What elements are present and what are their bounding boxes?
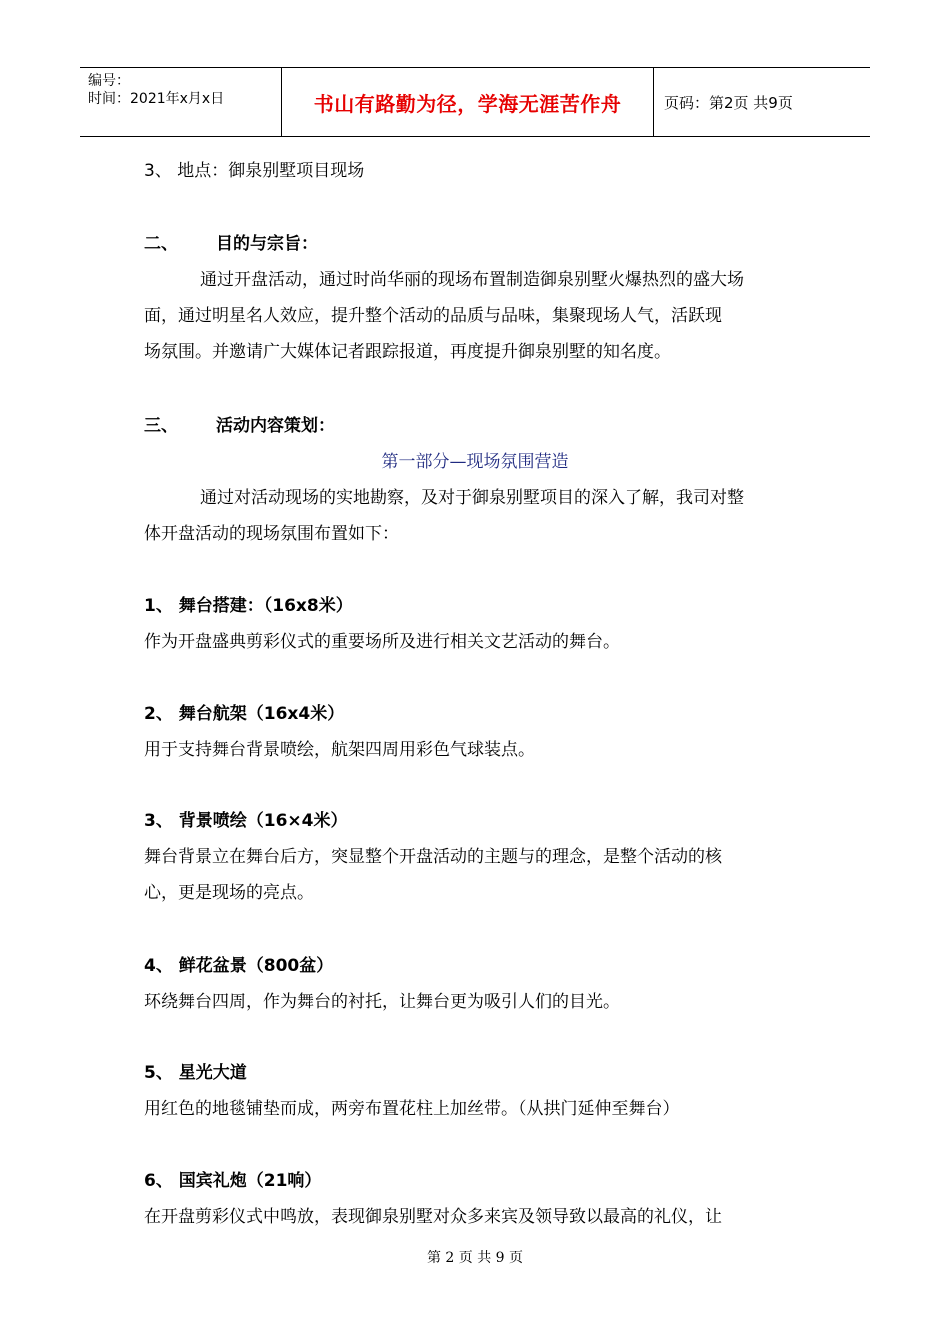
item2-title: 2、 舞台航架（16x4米）: [144, 704, 345, 724]
item2-desc: 用于支持舞台背景喷绘，航架四周用彩色气球装点。: [144, 740, 535, 760]
item3-desc: 舞台背景立在舞台后方，突显整个开盘活动的主题与的理念，是整个活动的核: [144, 847, 722, 867]
section2-heading: [144, 234, 318, 254]
item1-desc: 作为开盘盛典剪彩仪式的重要场所及进行相关文艺活动的舞台。: [144, 632, 620, 652]
item3-title: 3、 背景喷绘（16×4米）: [144, 811, 348, 831]
paragraph-line: 面，通过明星名人效应，提升整个活动的品质与品味，集聚现场人气，活跃现: [144, 306, 722, 326]
page-header: [80, 67, 870, 137]
section3-title: 活动内容策划：: [216, 416, 335, 436]
document-date: 时间：2021年x月x日: [88, 91, 225, 107]
item5-title: 5、 星光大道: [144, 1063, 247, 1083]
document-number: 编号：: [88, 73, 130, 89]
section2-title: 目的与宗旨：: [216, 234, 318, 254]
item4-title: 4、 鲜花盆景（800盆）: [144, 956, 334, 976]
item6-desc: 在开盘剪彩仪式中鸣放，表现御泉别墅对众多来宾及领导致以最高的礼仪，让: [144, 1207, 722, 1227]
header-motto: 书山有路勤为径，学海无涯苦作舟: [313, 91, 622, 116]
location-line: 3、 地点：御泉别墅项目现场: [144, 161, 365, 181]
paragraph-line: 体开盘活动的现场氛围布置如下：: [144, 524, 399, 544]
header-motto-cell: [282, 68, 654, 136]
paragraph-line: 通过开盘活动，通过时尚华丽的现场布置制造御泉别墅火爆热烈的盛大场: [200, 270, 744, 290]
section2-number: 二、: [144, 234, 178, 254]
section3-number: 三、: [144, 416, 178, 436]
item4-desc: 环绕舞台四周，作为舞台的衬托，让舞台更为吸引人们的目光。: [144, 992, 620, 1012]
paragraph-line: 场氛围。并邀请广大媒体记者跟踪报道，再度提升御泉别墅的知名度。: [144, 342, 671, 362]
paragraph-line: 通过对活动现场的实地勘察，及对于御泉别墅项目的深入了解，我司对整: [200, 488, 744, 508]
header-page-info: 页码：第2页 共9页: [664, 93, 793, 112]
item3-desc: 心，更是现场的亮点。: [144, 883, 314, 903]
page-footer: 第 2 页 共 9 页: [426, 1250, 524, 1266]
item5-desc: 用红色的地毯铺垫而成，两旁布置花柱上加丝带。（从拱门延伸至舞台）: [144, 1099, 680, 1119]
part1-title: 第一部分—现场氛围营造: [381, 452, 569, 472]
item1-title: 1、 舞台搭建：（16x8米）: [144, 596, 353, 616]
section3-heading: [144, 416, 335, 436]
header-meta: [80, 68, 282, 136]
item6-title: 6、 国宾礼炮（21响）: [144, 1171, 322, 1191]
